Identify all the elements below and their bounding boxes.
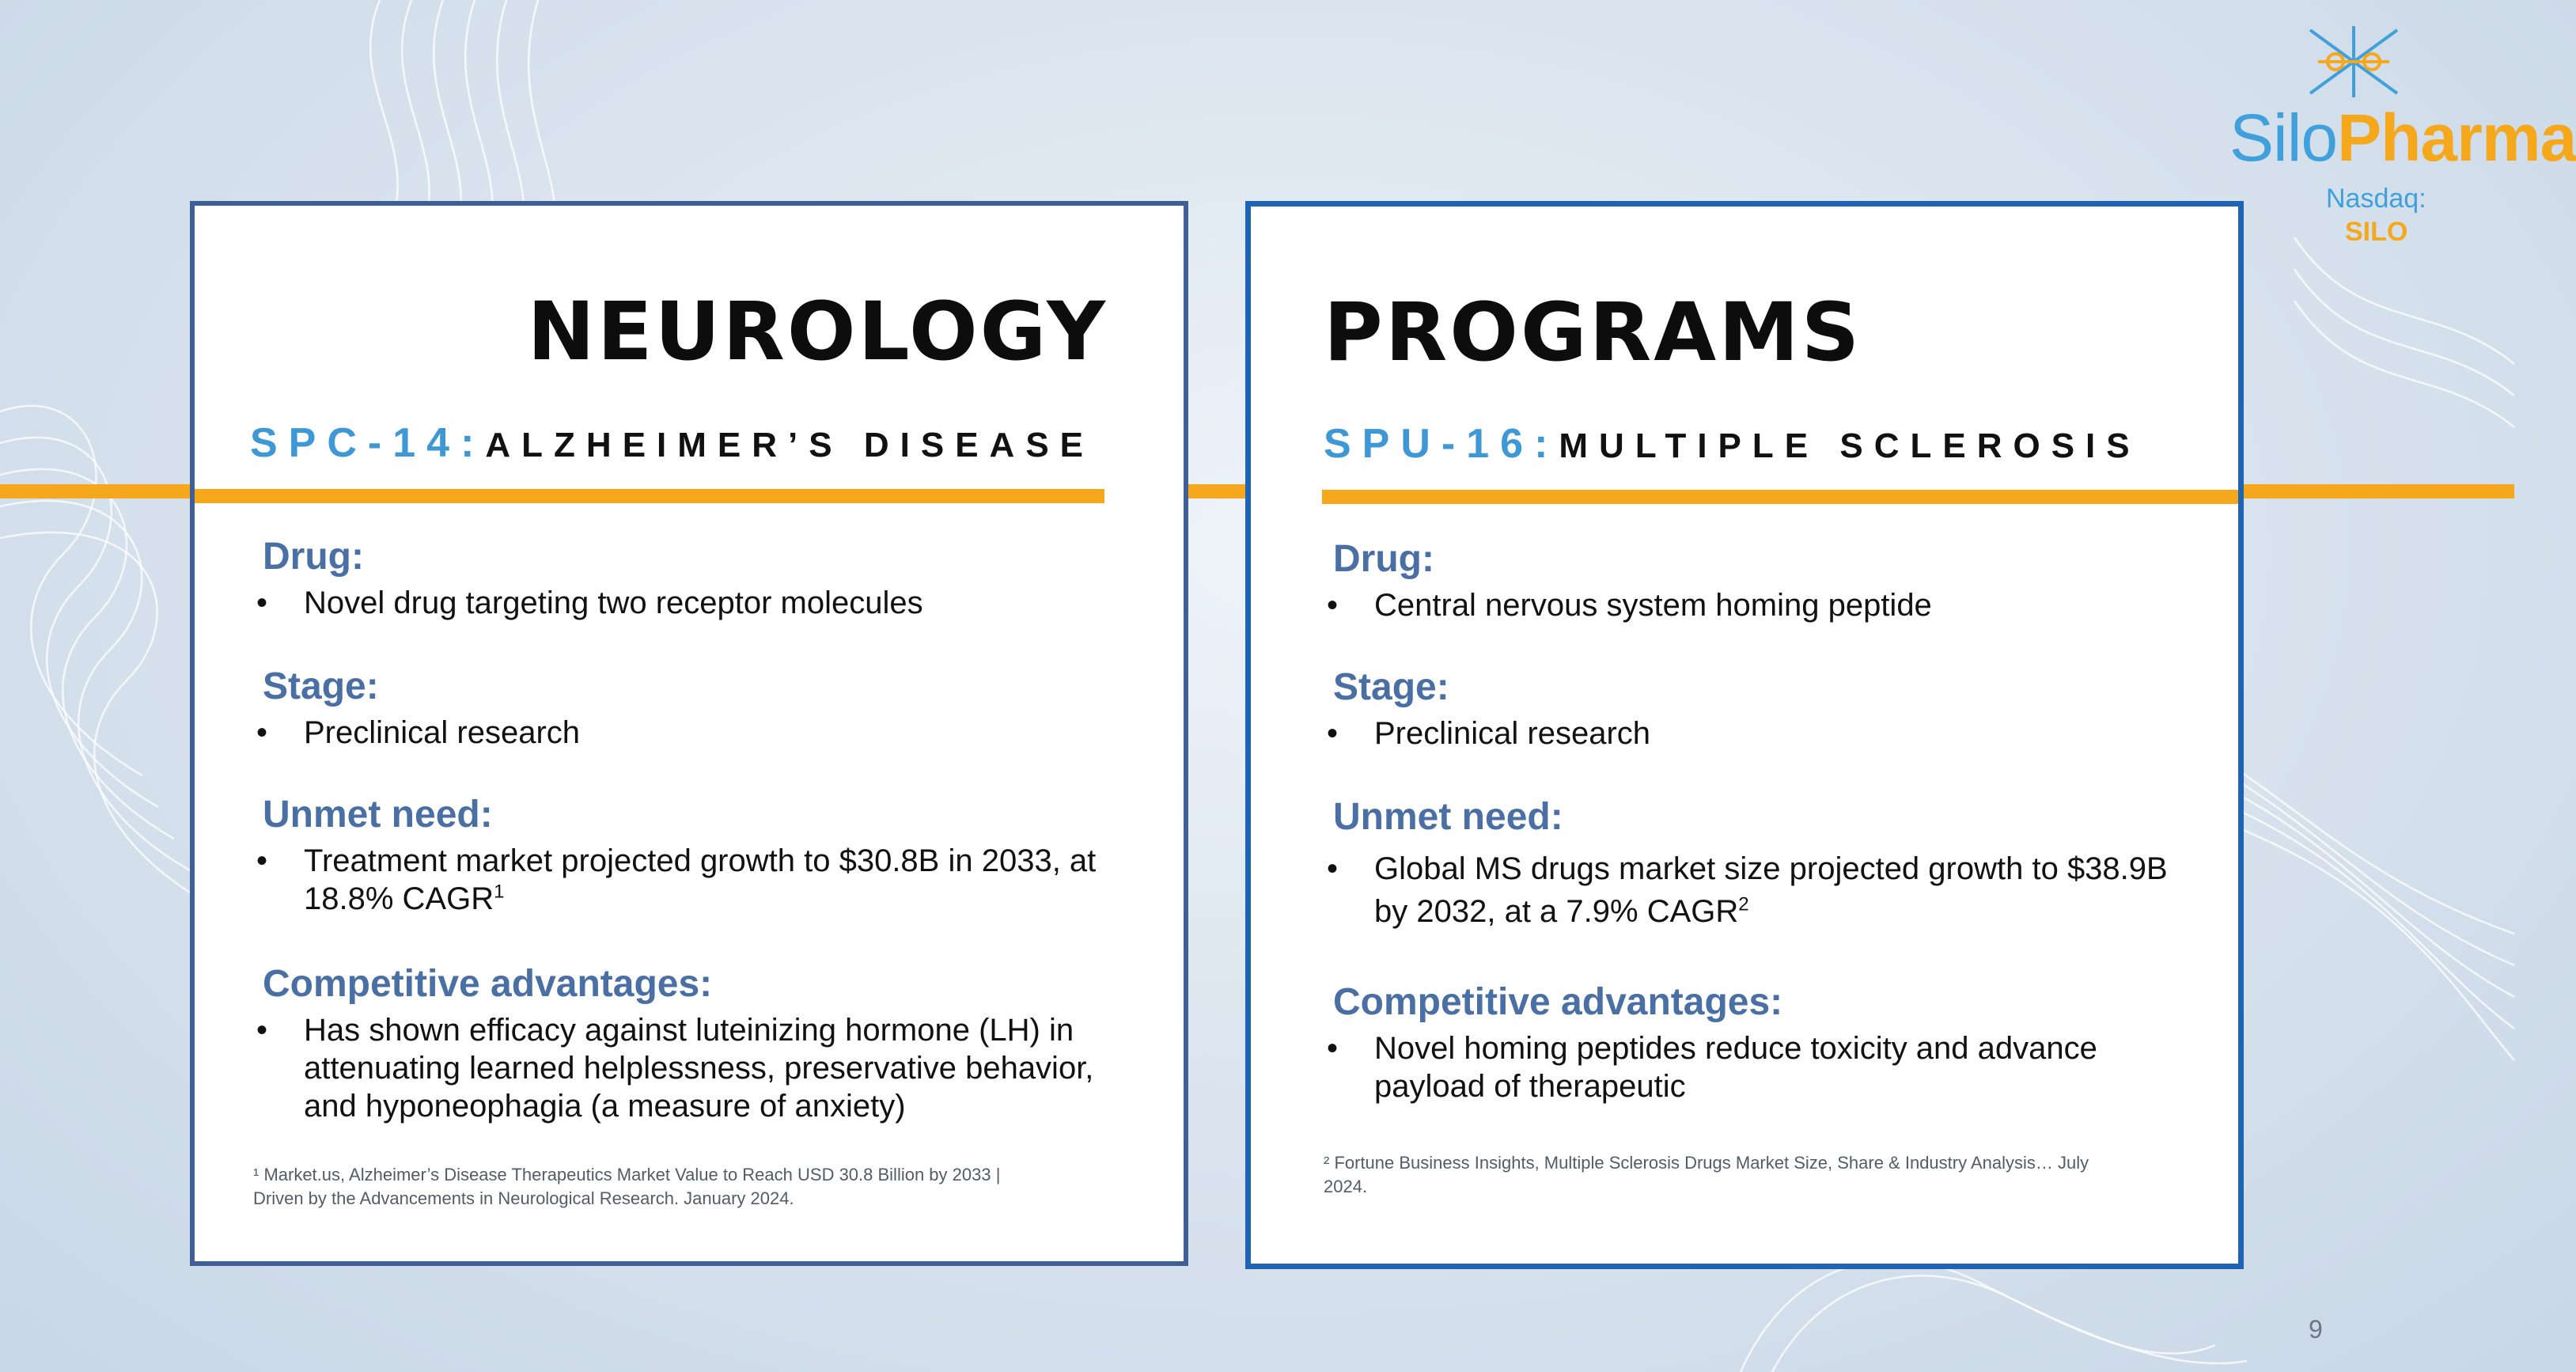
program-name: MULTIPLE SCLEROSIS bbox=[1559, 426, 2141, 465]
card-title: PROGRAMS bbox=[1324, 286, 1862, 380]
program-code: SPC-14: bbox=[250, 420, 486, 466]
stage-heading: Stage: bbox=[263, 665, 379, 707]
logo-word-pharma: Pharma bbox=[2337, 100, 2576, 175]
card-accent-band bbox=[1322, 490, 2238, 504]
stage-bullet: • Preclinical research bbox=[256, 715, 581, 750]
advantages-bullet: • Novel homing peptides reduce toxicity and advance payload of therapeutic bbox=[1327, 1031, 2097, 1104]
ticker-label: SILO bbox=[2345, 217, 2408, 247]
stage-heading: Stage: bbox=[1333, 666, 1449, 708]
programs-card bbox=[1245, 201, 2244, 1269]
program-heading bbox=[250, 419, 1094, 467]
unmet-need-bullet: • Treatment market projected growth to $30.8B in 2033, at 18.8% CAGR$^1$ bbox=[256, 843, 1097, 916]
advantages-heading: Competitive advantages: bbox=[1333, 981, 1783, 1023]
footnote: ² Fortune Business Insights, Multiple Sclerosis Drugs Market Size, Share & Industry Analysis… July 2024. bbox=[1324, 1153, 2089, 1196]
card-title: NEUROLOGY bbox=[527, 285, 1108, 379]
program-code: SPU-16: bbox=[1324, 421, 1559, 467]
drug-heading: Drug: bbox=[263, 536, 364, 578]
unmet-need-bullet: • Global MS drugs market size projected growth to $38.9B by 2032, at a 7.9% CAGR$^2$ bbox=[1327, 851, 2168, 929]
drug-bullet: • Novel drug targeting two receptor molecules bbox=[256, 586, 923, 620]
card-accent-band bbox=[195, 489, 1104, 503]
drug-bullet: • Central nervous system homing peptide bbox=[1327, 588, 1932, 623]
neurology-card bbox=[190, 201, 1188, 1266]
advantages-heading: Competitive advantages: bbox=[263, 963, 713, 1005]
company-logo bbox=[2215, 22, 2576, 247]
stage-bullet: • Preclinical research bbox=[1327, 716, 1651, 751]
program-heading bbox=[1324, 420, 2141, 468]
logo-wordmark bbox=[2229, 100, 2576, 176]
exchange-label: Nasdaq: bbox=[2326, 184, 2426, 214]
program-name: ALZHEIMER’S DISEASE bbox=[485, 426, 1095, 464]
page-number: 9 bbox=[2309, 1315, 2323, 1344]
unmet-need-heading: Unmet need: bbox=[263, 794, 493, 836]
unmet-need-heading: Unmet need: bbox=[1333, 796, 1563, 838]
footnote: ¹ Market.us, Alzheimer’s Disease Therapeutics Market Value to Reach USD 30.8 Billion by 2033 | Driven by the Advancements in Neurological Research. January 2024. bbox=[253, 1165, 1001, 1208]
drug-heading: Drug: bbox=[1333, 538, 1434, 580]
logo-word-silo: Silo bbox=[2229, 100, 2338, 175]
advantages-bullet: • Has shown efficacy against luteinizing hormone (LH) in attenuating learned helplessness, preservative behavior, and hyponeophagia (a measure of anxiety) bbox=[256, 1013, 1094, 1124]
star-burst-icon bbox=[2302, 22, 2405, 101]
